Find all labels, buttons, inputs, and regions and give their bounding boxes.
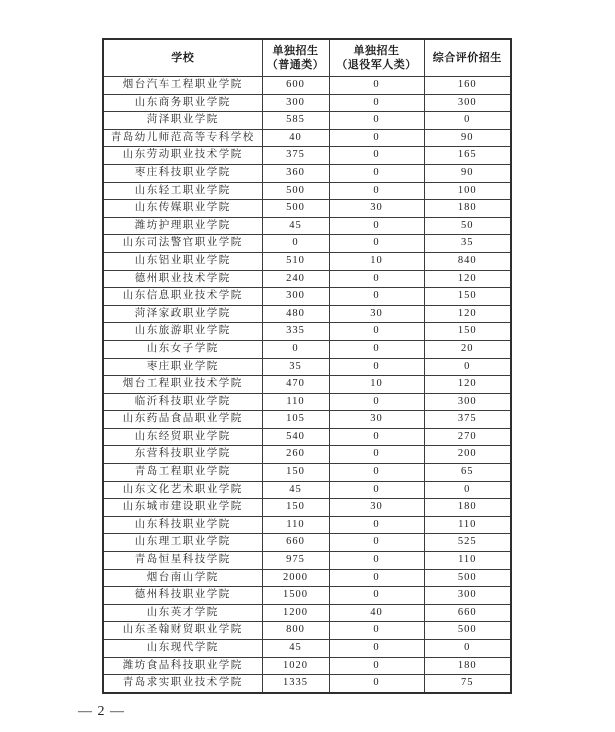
- separate-veteran-count: 0: [329, 270, 424, 288]
- school-name: 山东旅游职业学院: [103, 323, 262, 341]
- table-body: [103, 77, 511, 693]
- separate-veteran-count: 0: [329, 552, 424, 570]
- separate-general-count: 0: [262, 340, 329, 358]
- table-row: [103, 270, 511, 288]
- separate-general-count: 800: [262, 622, 329, 640]
- separate-general-count: 45: [262, 640, 329, 658]
- table-row: [103, 604, 511, 622]
- comprehensive-count: 0: [424, 358, 511, 376]
- school-name: 临沂科技职业学院: [103, 393, 262, 411]
- separate-general-count: 0: [262, 235, 329, 253]
- separate-general-count: 375: [262, 147, 329, 165]
- separate-veteran-count: 30: [329, 411, 424, 429]
- school-name: 山东轻工职业学院: [103, 182, 262, 200]
- table-row: [103, 552, 511, 570]
- comprehensive-count: 200: [424, 446, 511, 464]
- school-name: 烟台南山学院: [103, 569, 262, 587]
- enrollment-table: [102, 38, 512, 694]
- table-row: [103, 323, 511, 341]
- separate-veteran-count: 0: [329, 164, 424, 182]
- table-row: [103, 358, 511, 376]
- separate-general-count: 500: [262, 200, 329, 218]
- table-row: [103, 288, 511, 306]
- separate-veteran-count: 0: [329, 534, 424, 552]
- comprehensive-count: 300: [424, 587, 511, 605]
- table-row: [103, 77, 511, 95]
- separate-general-count: 40: [262, 129, 329, 147]
- header-school: [103, 39, 262, 77]
- separate-general-count: 110: [262, 393, 329, 411]
- separate-general-count: 1335: [262, 675, 329, 693]
- comprehensive-count: 75: [424, 675, 511, 693]
- separate-veteran-count: 0: [329, 217, 424, 235]
- table-row: [103, 534, 511, 552]
- separate-general-count: 1200: [262, 604, 329, 622]
- separate-veteran-count: 30: [329, 499, 424, 517]
- header-separate-veteran-line2: （退役军人类）: [336, 59, 417, 71]
- comprehensive-count: 110: [424, 516, 511, 534]
- separate-veteran-count: 0: [329, 340, 424, 358]
- separate-veteran-count: 0: [329, 446, 424, 464]
- table-row: [103, 657, 511, 675]
- school-name: 山东理工职业学院: [103, 534, 262, 552]
- table-row: [103, 305, 511, 323]
- school-name: 菏泽职业学院: [103, 112, 262, 130]
- separate-veteran-count: 10: [329, 376, 424, 394]
- school-name: 山东商务职业学院: [103, 94, 262, 112]
- school-name: 山东英才学院: [103, 604, 262, 622]
- table-row: [103, 446, 511, 464]
- comprehensive-count: 300: [424, 94, 511, 112]
- separate-general-count: 1020: [262, 657, 329, 675]
- table-row: [103, 217, 511, 235]
- table-row: [103, 94, 511, 112]
- comprehensive-count: 525: [424, 534, 511, 552]
- comprehensive-count: 270: [424, 428, 511, 446]
- separate-general-count: 510: [262, 252, 329, 270]
- school-name: 潍坊食品科技职业学院: [103, 657, 262, 675]
- comprehensive-count: 660: [424, 604, 511, 622]
- comprehensive-count: 300: [424, 393, 511, 411]
- table-row: [103, 499, 511, 517]
- comprehensive-count: 20: [424, 340, 511, 358]
- table-row: [103, 200, 511, 218]
- separate-general-count: 150: [262, 499, 329, 517]
- separate-general-count: 150: [262, 464, 329, 482]
- separate-general-count: 300: [262, 94, 329, 112]
- separate-veteran-count: 0: [329, 77, 424, 95]
- school-name: 东营科技职业学院: [103, 446, 262, 464]
- header-separate-general-line1: 单独招生: [272, 45, 319, 57]
- separate-general-count: 335: [262, 323, 329, 341]
- separate-veteran-count: 0: [329, 481, 424, 499]
- school-name: 青岛工程职业学院: [103, 464, 262, 482]
- separate-general-count: 45: [262, 217, 329, 235]
- separate-veteran-count: 0: [329, 428, 424, 446]
- school-name: 德州职业技术学院: [103, 270, 262, 288]
- separate-general-count: 660: [262, 534, 329, 552]
- table-row: [103, 464, 511, 482]
- comprehensive-count: 90: [424, 164, 511, 182]
- separate-general-count: 240: [262, 270, 329, 288]
- separate-veteran-count: 0: [329, 94, 424, 112]
- table-row: [103, 235, 511, 253]
- separate-veteran-count: 0: [329, 516, 424, 534]
- school-name: 山东圣翰财贸职业学院: [103, 622, 262, 640]
- separate-veteran-count: 0: [329, 323, 424, 341]
- school-name: 青岛恒星科技学院: [103, 552, 262, 570]
- comprehensive-count: 500: [424, 622, 511, 640]
- separate-veteran-count: 0: [329, 358, 424, 376]
- comprehensive-count: 50: [424, 217, 511, 235]
- school-name: 山东铝业职业学院: [103, 252, 262, 270]
- separate-veteran-count: 0: [329, 129, 424, 147]
- comprehensive-count: 375: [424, 411, 511, 429]
- table-row: [103, 252, 511, 270]
- table-row: [103, 640, 511, 658]
- separate-general-count: 105: [262, 411, 329, 429]
- separate-general-count: 35: [262, 358, 329, 376]
- header-separate-veteran-line1: 单独招生: [353, 45, 400, 57]
- table-row: [103, 129, 511, 147]
- separate-general-count: 540: [262, 428, 329, 446]
- school-name: 烟台汽车工程职业学院: [103, 77, 262, 95]
- school-name: 山东城市建设职业学院: [103, 499, 262, 517]
- comprehensive-count: 100: [424, 182, 511, 200]
- separate-veteran-count: 0: [329, 147, 424, 165]
- header-separate-general: [262, 39, 329, 77]
- comprehensive-count: 65: [424, 464, 511, 482]
- separate-general-count: 1500: [262, 587, 329, 605]
- comprehensive-count: 180: [424, 200, 511, 218]
- comprehensive-count: 180: [424, 499, 511, 517]
- table-row: [103, 393, 511, 411]
- page-number: — 2 —: [78, 704, 125, 719]
- separate-veteran-count: 0: [329, 657, 424, 675]
- school-name: 枣庄职业学院: [103, 358, 262, 376]
- school-name: 潍坊护理职业学院: [103, 217, 262, 235]
- school-name: 山东文化艺术职业学院: [103, 481, 262, 499]
- table-row: [103, 516, 511, 534]
- school-name: 山东药品食品职业学院: [103, 411, 262, 429]
- comprehensive-count: 150: [424, 323, 511, 341]
- school-name: 山东经贸职业学院: [103, 428, 262, 446]
- comprehensive-count: 165: [424, 147, 511, 165]
- separate-veteran-count: 30: [329, 200, 424, 218]
- separate-veteran-count: 0: [329, 587, 424, 605]
- separate-general-count: 110: [262, 516, 329, 534]
- school-name: 山东信息职业技术学院: [103, 288, 262, 306]
- comprehensive-count: 90: [424, 129, 511, 147]
- table-row: [103, 411, 511, 429]
- comprehensive-count: 160: [424, 77, 511, 95]
- separate-general-count: 585: [262, 112, 329, 130]
- separate-general-count: 975: [262, 552, 329, 570]
- separate-veteran-count: 0: [329, 675, 424, 693]
- comprehensive-count: 840: [424, 252, 511, 270]
- separate-veteran-count: 0: [329, 288, 424, 306]
- school-name: 山东女子学院: [103, 340, 262, 358]
- header-row: [103, 39, 511, 77]
- school-name: 德州科技职业学院: [103, 587, 262, 605]
- table-row: [103, 340, 511, 358]
- separate-veteran-count: 30: [329, 305, 424, 323]
- separate-general-count: 360: [262, 164, 329, 182]
- comprehensive-count: 0: [424, 112, 511, 130]
- comprehensive-count: 0: [424, 481, 511, 499]
- table-row: [103, 569, 511, 587]
- separate-veteran-count: 10: [329, 252, 424, 270]
- school-name: 山东现代学院: [103, 640, 262, 658]
- table-header: [103, 39, 511, 77]
- table-row: [103, 481, 511, 499]
- separate-veteran-count: 0: [329, 640, 424, 658]
- separate-general-count: 600: [262, 77, 329, 95]
- comprehensive-count: 180: [424, 657, 511, 675]
- separate-veteran-count: 0: [329, 393, 424, 411]
- separate-general-count: 300: [262, 288, 329, 306]
- separate-veteran-count: 0: [329, 622, 424, 640]
- separate-veteran-count: 0: [329, 569, 424, 587]
- comprehensive-count: 120: [424, 305, 511, 323]
- table-row: [103, 587, 511, 605]
- separate-general-count: 260: [262, 446, 329, 464]
- comprehensive-count: 110: [424, 552, 511, 570]
- school-name: 山东科技职业学院: [103, 516, 262, 534]
- separate-veteran-count: 0: [329, 464, 424, 482]
- school-name: 菏泽家政职业学院: [103, 305, 262, 323]
- table-row: [103, 622, 511, 640]
- school-name: 山东司法警官职业学院: [103, 235, 262, 253]
- table-row: [103, 112, 511, 130]
- school-name: 枣庄科技职业学院: [103, 164, 262, 182]
- separate-veteran-count: 0: [329, 235, 424, 253]
- header-school-label: 学校: [171, 52, 195, 64]
- table-row: [103, 428, 511, 446]
- school-name: 烟台工程职业技术学院: [103, 376, 262, 394]
- school-name: 青岛幼儿师范高等专科学校: [103, 129, 262, 147]
- separate-veteran-count: 0: [329, 112, 424, 130]
- header-comprehensive: [424, 39, 511, 77]
- school-name: 山东劳动职业技术学院: [103, 147, 262, 165]
- table-row: [103, 376, 511, 394]
- table-row: [103, 182, 511, 200]
- comprehensive-count: 0: [424, 640, 511, 658]
- comprehensive-count: 35: [424, 235, 511, 253]
- separate-general-count: 2000: [262, 569, 329, 587]
- separate-general-count: 500: [262, 182, 329, 200]
- school-name: 青岛求实职业技术学院: [103, 675, 262, 693]
- separate-general-count: 480: [262, 305, 329, 323]
- header-comprehensive-label: 综合评价招生: [432, 52, 502, 64]
- header-separate-general-line2: （普通类）: [266, 59, 325, 71]
- comprehensive-count: 120: [424, 376, 511, 394]
- separate-general-count: 45: [262, 481, 329, 499]
- table-row: [103, 164, 511, 182]
- comprehensive-count: 120: [424, 270, 511, 288]
- separate-veteran-count: 40: [329, 604, 424, 622]
- separate-general-count: 470: [262, 376, 329, 394]
- separate-veteran-count: 0: [329, 182, 424, 200]
- comprehensive-count: 500: [424, 569, 511, 587]
- school-name: 山东传媒职业学院: [103, 200, 262, 218]
- table-row: [103, 675, 511, 693]
- comprehensive-count: 150: [424, 288, 511, 306]
- table-row: [103, 147, 511, 165]
- header-separate-veteran: [329, 39, 424, 77]
